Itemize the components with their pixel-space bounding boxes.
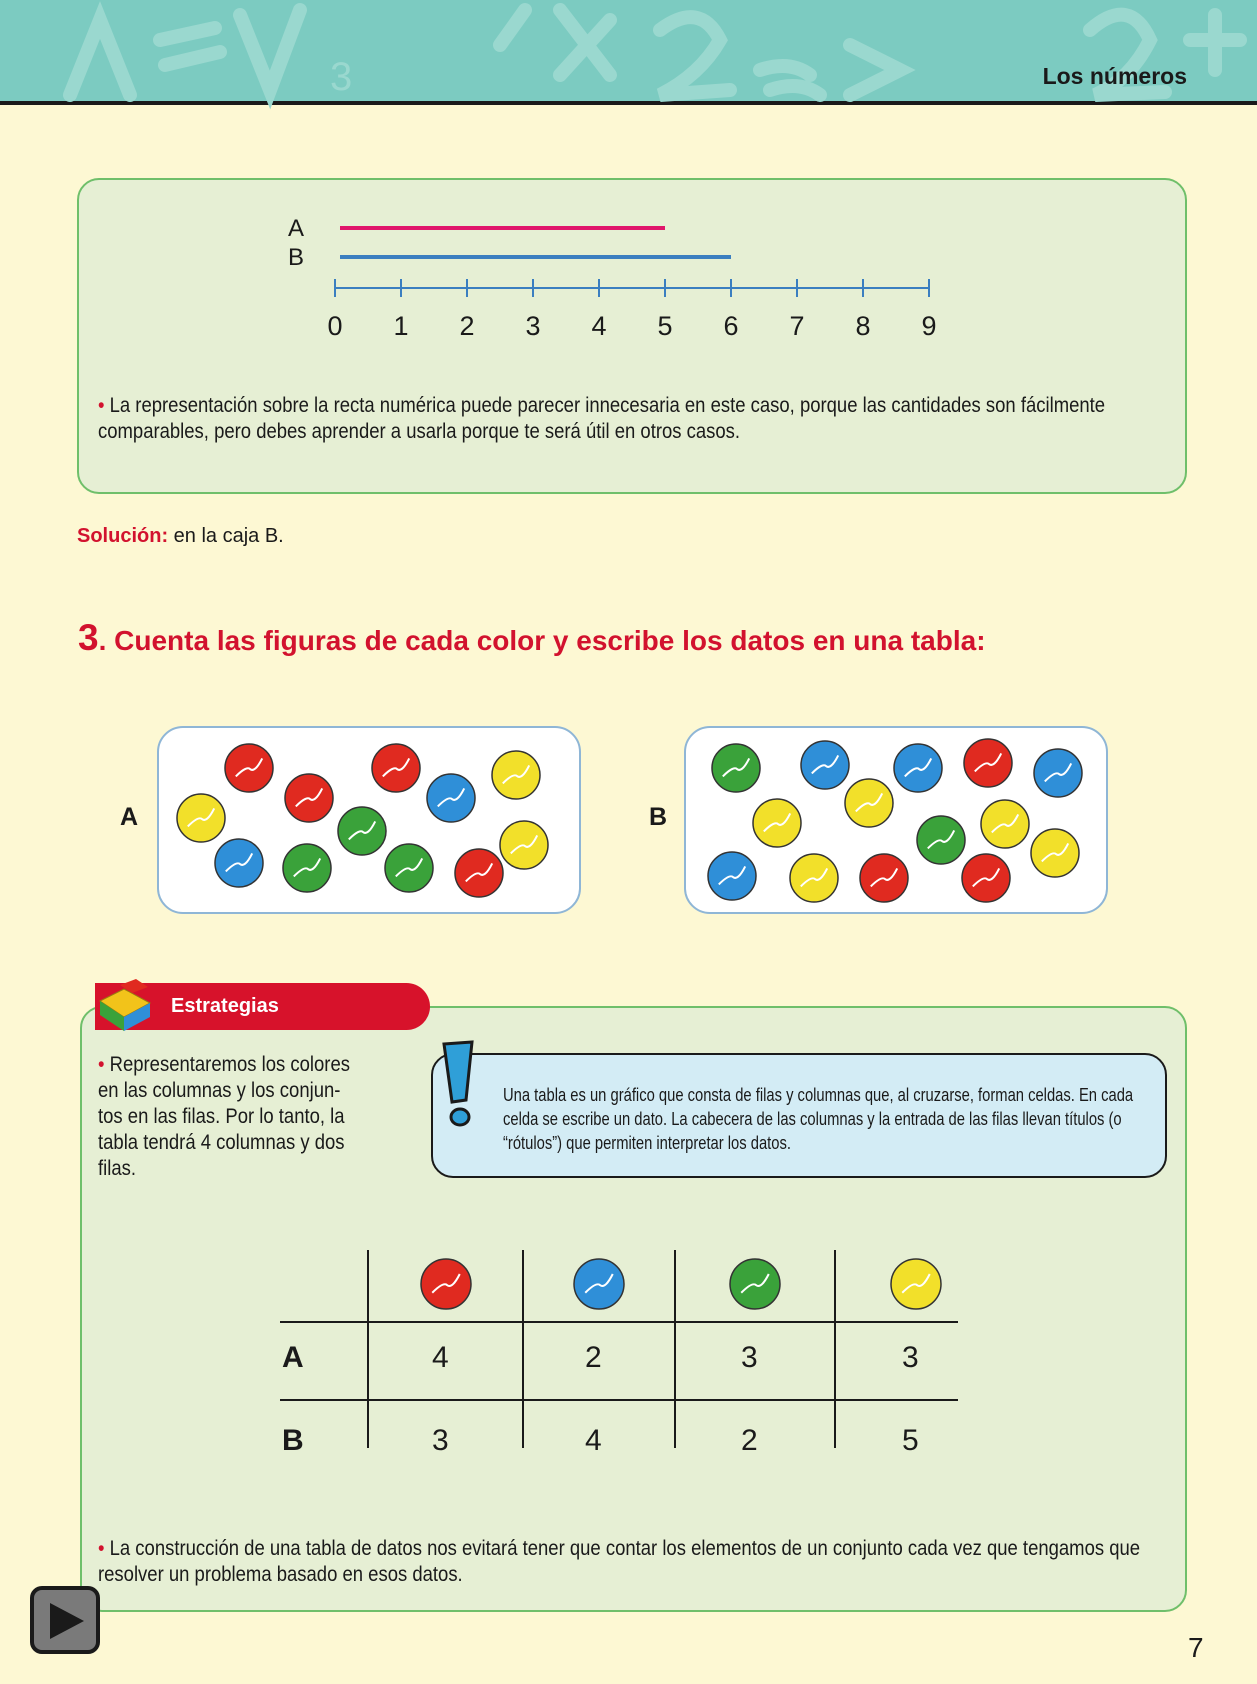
set-b-label: B	[649, 803, 668, 831]
table-cell: 3	[741, 1341, 758, 1374]
red-marble	[962, 854, 1010, 902]
yellow-marble	[790, 854, 838, 902]
blue-marble	[894, 744, 942, 792]
number-line-note	[98, 393, 1154, 445]
strategies-tab-label: Estrategias	[171, 995, 279, 1017]
table-cell: 3	[432, 1424, 449, 1457]
red-marble	[455, 849, 503, 897]
section-title: Los números	[1042, 63, 1187, 89]
table-cell: 4	[585, 1424, 602, 1457]
bullet: •	[98, 394, 105, 417]
solution-label: Solución:	[77, 525, 169, 547]
strategies-line: Representaremos los colores	[109, 1053, 350, 1076]
play-icon	[44, 1600, 88, 1642]
yellow-marble	[177, 794, 225, 842]
blue-marble	[708, 852, 756, 900]
yellow-marble	[845, 779, 893, 827]
table-row-label: A	[282, 1341, 304, 1374]
tick-label: 4	[591, 311, 607, 341]
yellow-marble	[500, 821, 548, 869]
play-button[interactable]	[30, 1586, 100, 1654]
bar-label: A	[288, 215, 305, 242]
yellow-marble	[981, 800, 1029, 848]
table-cell: 2	[741, 1424, 758, 1457]
tick-label: 1	[393, 311, 409, 341]
yellow-marble	[753, 799, 801, 847]
tick-label: 3	[525, 311, 541, 341]
green-marble	[712, 744, 760, 792]
table-row-label: B	[282, 1424, 304, 1457]
red-marble	[421, 1259, 471, 1309]
yellow-marble	[891, 1259, 941, 1309]
green-marble	[338, 807, 386, 855]
puzzle-icon	[94, 979, 158, 1039]
tick-label: 2	[459, 311, 475, 341]
green-marble	[917, 816, 965, 864]
table-cell: 4	[432, 1341, 449, 1374]
tick-label: 9	[921, 311, 937, 341]
blue-marble	[574, 1259, 624, 1309]
table-cell: 2	[585, 1341, 602, 1374]
page-number: 7	[1188, 1632, 1204, 1663]
blue-marble	[427, 774, 475, 822]
yellow-marble	[492, 751, 540, 799]
yellow-marble	[1031, 829, 1079, 877]
strategies-line: tabla tendrá 4 columnas y dos	[98, 1131, 345, 1154]
closing-note-text: La construcción de una tabla de datos nos evitará tener que contar los elementos de un conjunto cada vez que tengamos que resolver un problema basado en esos datos.	[98, 1537, 1141, 1586]
bullet: •	[98, 1537, 105, 1560]
green-marble	[385, 844, 433, 892]
green-marble	[730, 1259, 780, 1309]
red-marble	[964, 739, 1012, 787]
blue-marble	[1034, 749, 1082, 797]
exercise-heading	[78, 617, 986, 659]
page-header	[0, 0, 1257, 105]
number-line-chart	[288, 200, 960, 350]
exclamation-icon	[438, 1040, 478, 1130]
tick-label: 6	[723, 311, 739, 341]
set-a-label: A	[120, 803, 139, 831]
exercise-number: 3	[78, 617, 99, 658]
exercise-text: . Cuenta las figuras de cada color y escribe los datos en una tabla:	[98, 625, 986, 656]
red-marble	[372, 744, 420, 792]
set-b-marbles	[686, 728, 1110, 916]
info-box-text: Una tabla es un gráfico que consta de filas y columnas que, al cruzarse, forman celdas. En cada celda se escribe un dato. La cabecera de las columnas y la entrada de las filas llevan títulos (o “rótulos”) que permiten interpretar los datos.	[503, 1085, 1134, 1153]
closing-note	[98, 1536, 1154, 1588]
info-box	[431, 1053, 1167, 1178]
red-marble	[285, 774, 333, 822]
strategies-line: tos en las filas. Por lo tanto, la	[98, 1105, 345, 1128]
tick-label: 7	[789, 311, 805, 341]
bar-label: B	[288, 244, 305, 271]
blue-marble	[215, 839, 263, 887]
red-marble	[225, 744, 273, 792]
bullet: •	[98, 1053, 105, 1076]
set-a-marbles	[159, 728, 583, 916]
set-a-box	[157, 726, 581, 914]
blue-marble	[801, 741, 849, 789]
red-marble	[860, 854, 908, 902]
set-b-box	[684, 726, 1108, 914]
color-count-table	[280, 1250, 960, 1460]
strategies-line: filas.	[98, 1157, 137, 1180]
number-line-note-text: La representación sobre la recta numérica puede parecer innecesaria en este caso, porque las cantidades son fácilmente comparables, pero debes aprender a usarla porque te será útil en otros casos.	[98, 394, 1106, 443]
solution-text: en la caja B.	[173, 525, 284, 547]
table-cell: 3	[902, 1341, 919, 1374]
tick-label: 0	[327, 311, 343, 341]
decoration-digit: 3	[330, 55, 353, 99]
strategies-text	[98, 1052, 450, 1182]
strategies-line: en las columnas y los conjun-	[98, 1079, 341, 1102]
green-marble	[283, 844, 331, 892]
table-cell: 5	[902, 1424, 919, 1457]
tick-label: 5	[657, 311, 673, 341]
tick-label: 8	[855, 311, 871, 341]
solution-line	[77, 525, 284, 548]
